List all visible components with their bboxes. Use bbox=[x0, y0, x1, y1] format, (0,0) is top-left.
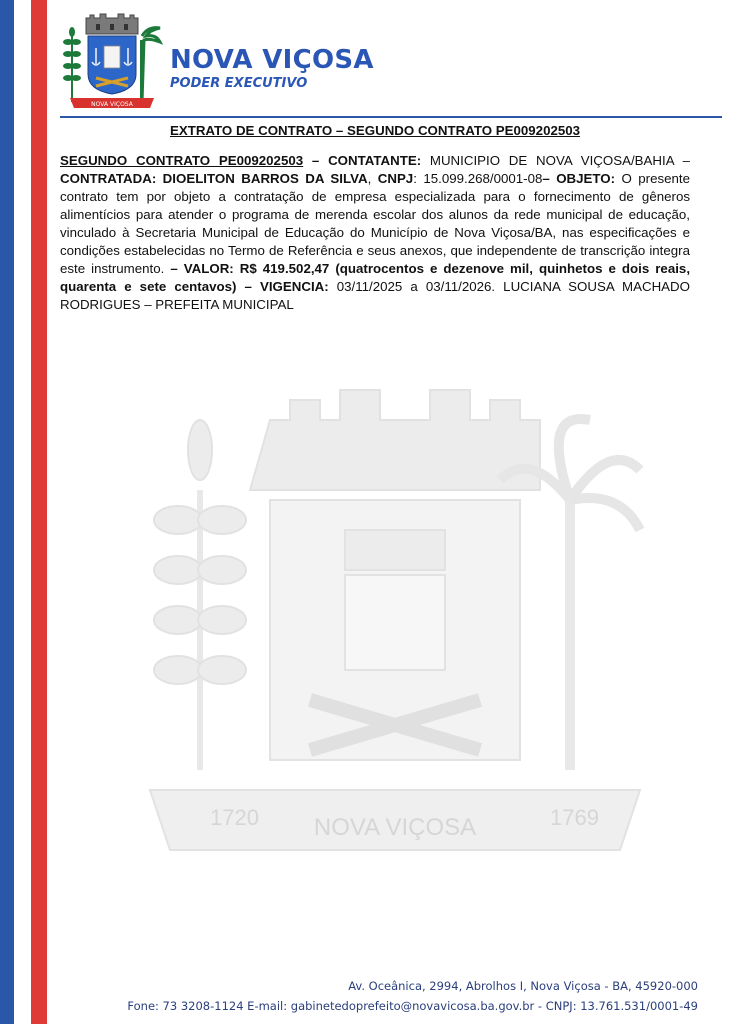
brand-subtitle: PODER EXECUTIVO bbox=[170, 76, 308, 91]
contracting-party: MUNICIPIO DE NOVA VIÇOSA/BAHIA – bbox=[421, 153, 691, 168]
contract-value: – VALOR: R$ 419.502,47 (quatrocentos e dezenove mil, quinhetos e dois reais, quarenta e sete centavos) bbox=[60, 261, 691, 294]
left-red-stripe bbox=[31, 0, 47, 1024]
watermark-year-right: 1769 bbox=[550, 805, 599, 830]
validity-and-signature: 03/11/2025 a 03/11/2026. LUCIANA SOUSA MACHADO RODRIGUES – PREFEITA MUNICIPAL bbox=[60, 279, 690, 312]
municipal-crest-logo bbox=[60, 12, 164, 112]
validity-label: – VIGENCIA: bbox=[244, 279, 329, 294]
watermark-banner: NOVA VIÇOSA bbox=[313, 814, 477, 841]
document-body: SEGUNDO CONTRATO PE009202503 – CONTATANTE: MUNICIPIO DE NOVA VIÇOSA/BAHIA – CONTRATADA: DIOELITON BARROS DA SILVA, CNPJ: 15.099.268/0001-08– OBJETO: O presente contrato tem por objeto a contratação de empresa especializada para o fornecimento de gêneros alimentícios para atender o programa de merenda escolar dos alunos da rede municipal de educação, vinculado à Secretaria Municipal de Educação do Município de Nova Viçosa/BA, nas especificações e condições estabelecidas no Termo de Referência e seus anexos, que independente de transcrição integra este instrumento. – VALOR: R$ 419.502,47 (quatrocentos e dezenove mil, quinhetos e dois reais, quarenta e sete centavos) – VIGENCIA: 03/11/2025 a 03/11/2026. LUCIANA SOUSA MACHADO RODRIGUES – PREFEITA MUNICIPAL bbox=[60, 153, 691, 312]
cnpj-label: CNPJ bbox=[377, 171, 414, 186]
letterhead bbox=[60, 10, 720, 118]
contract-number: SEGUNDO CONTRATO PE009202503 bbox=[60, 153, 304, 168]
left-stripe-gap bbox=[14, 0, 31, 1024]
left-blue-stripe bbox=[0, 0, 14, 1024]
document-title: EXTRATO DE CONTRATO – SEGUNDO CONTRATO PE009202503 bbox=[169, 123, 581, 138]
crest-watermark bbox=[140, 370, 650, 860]
object-text: O presente contrato tem por objeto a contratação de empresa especializada para o fornecimento de gêneros alimentícios para atender o programa de merenda escolar dos alunos da rede municipal de educação, vinculado à Secretaria Municipal de Educação do Município de Nova Viçosa/BA, nas especificações e condições estabelecidas no Termo de Referência e seus anexos, que independente de transcrição integra este instrumento. bbox=[60, 171, 691, 276]
footer-contact: Fone: 73 3208-1124 E-mail: gabinetedoprefeito@novavicosa.ba.gov.br - CNPJ: 13.761.531/0001-49 bbox=[127, 999, 698, 1013]
crest-banner-text: NOVA VIÇOSA bbox=[91, 101, 133, 108]
contracted-party: CONTRATADA: DIOELITON BARROS DA SILVA bbox=[60, 171, 368, 186]
contracting-label: CONTATANTE: bbox=[328, 153, 422, 168]
watermark-year-left: 1720 bbox=[210, 805, 259, 830]
brand-name: NOVA VIÇOSA bbox=[170, 45, 374, 75]
footer-address: Av. Oceânica, 2994, Abrolhos I, Nova Viçosa - BA, 45920-000 bbox=[348, 979, 698, 993]
brand-block bbox=[170, 46, 374, 91]
contract-extract bbox=[60, 122, 690, 314]
object-label: – OBJETO: bbox=[542, 171, 616, 186]
header-divider bbox=[60, 116, 722, 118]
cnpj-value: : 15.099.268/0001-08 bbox=[413, 171, 543, 186]
